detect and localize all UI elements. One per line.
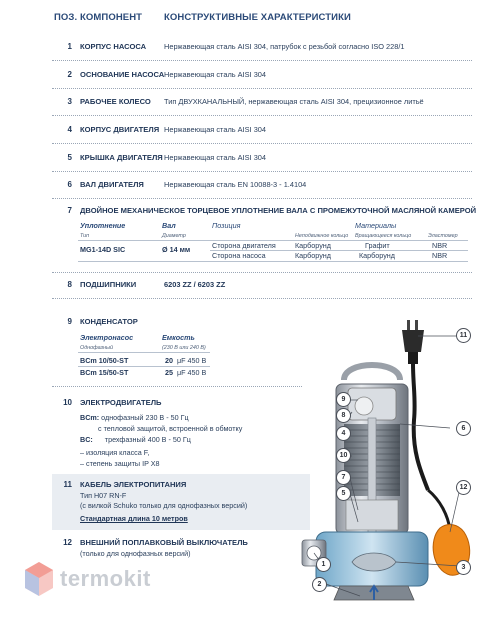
row-number: 2 — [67, 70, 72, 79]
callout-7: 7 — [336, 470, 351, 485]
row-description: Нержавеющая сталь AISI 304 — [164, 70, 267, 79]
callout-4: 4 — [336, 426, 351, 441]
motor-bc — [80, 435, 191, 444]
row-description: Тип ДВУХКАНАЛЬНЫЙ, нержавеющая сталь AISI 304, прецизионное литьё — [164, 97, 424, 106]
seal-rotating-ring: Карборунд — [359, 251, 395, 260]
motor-bcm-text: однофазный 230 В - 50 Гц — [101, 413, 189, 422]
spec-row-6 — [0, 180, 504, 198]
row-component: КАБЕЛЬ ЭЛЕКТРОПИТАНИЯ — [80, 480, 187, 489]
cap-col-capacity: Емкость — [162, 333, 195, 342]
row-number: 10 — [63, 398, 72, 407]
seal-sub-elastomer: Эластомер — [428, 233, 458, 239]
seal-sub-diameter: Диаметр — [162, 233, 186, 239]
plug-icon — [402, 320, 424, 364]
cap-model: BCm 10/50-ST — [80, 356, 129, 365]
seal-col-position: Позиция — [212, 221, 241, 230]
header-position: ПОЗ. — [54, 12, 78, 23]
seal-elastomer: NBR — [432, 251, 448, 260]
header-characteristics: КОНСТРУКТИВНЫЕ ХАРАКТЕРИСТИКИ — [164, 12, 351, 23]
row-component: ПОДШИПНИКИ — [80, 280, 137, 289]
row-number: 1 — [67, 42, 72, 51]
row-divider — [52, 171, 472, 172]
row-divider — [52, 198, 472, 199]
callout-12: 12 — [456, 480, 471, 495]
cap-row-line — [78, 366, 210, 367]
cap-header-line — [78, 352, 210, 353]
motor-bc-label: BC: — [80, 435, 93, 444]
float-note: (только для однофазных версий) — [80, 549, 191, 558]
motor-bcm-text2: с тепловой защитой, встроенной в обмотку — [98, 424, 243, 433]
cap-value: 20 — [165, 356, 173, 365]
row-number: 12 — [63, 538, 72, 547]
seal-fixed-ring: Карборунд — [295, 241, 331, 250]
spec-row-8 — [0, 280, 504, 298]
seal-position: Сторона насоса — [212, 251, 266, 260]
seal-rotating-ring: Графит — [365, 241, 390, 250]
row-component: ЭЛЕКТРОДВИГАТЕЛЬ — [80, 398, 162, 407]
float-cable — [428, 490, 450, 530]
row-divider — [52, 88, 472, 89]
callout-1: 1 — [316, 557, 331, 572]
row-component: КОНДЕНСАТОР — [80, 317, 138, 326]
row-divider — [52, 115, 472, 116]
seal-elastomer: NBR — [432, 241, 448, 250]
seal-diameter: Ø 14 мм — [162, 245, 191, 254]
cap-value: 25 — [165, 368, 173, 377]
row-component: ВНЕШНИЙ ПОПЛАВКОВЫЙ ВЫКЛЮЧАТЕЛЬ — [80, 538, 248, 547]
brand-hexagon-icon — [22, 560, 56, 600]
seal-col-shaft: Вал — [162, 221, 176, 230]
cable-plug: (с вилкой Schuko только для однофазных версий) — [80, 501, 248, 510]
row-component: КРЫШКА ДВИГАТЕЛЯ — [80, 153, 163, 162]
motor-bcm — [80, 413, 189, 422]
seal-fixed-ring: Карборунд — [295, 251, 331, 260]
power-cable — [413, 364, 428, 490]
row-number: 5 — [67, 153, 72, 162]
cap-col-model: Электронасос — [80, 333, 134, 342]
row-number: 7 — [67, 206, 72, 215]
pump-handle — [344, 365, 400, 380]
row-divider — [52, 60, 472, 61]
row-number: 9 — [67, 317, 72, 326]
row-component: ОСНОВАНИЕ НАСОСА — [80, 70, 165, 79]
cable-type: Тип H07 RN-F — [80, 491, 127, 500]
cable-length: Стандартная длина 10 метров — [80, 514, 188, 523]
seal-sub-fixed: Неподвижное кольцо — [295, 233, 349, 239]
motor-bcm-label: BCm: — [80, 413, 100, 422]
brand-name: termokit — [60, 566, 151, 591]
row-description: Нержавеющая сталь AISI 304 — [164, 153, 267, 162]
callout-3: 3 — [456, 560, 471, 575]
callout-10: 10 — [336, 448, 351, 463]
seal-bottom-line — [78, 261, 468, 262]
impeller — [352, 553, 396, 571]
spec-row-1 — [0, 42, 504, 60]
seal-col-seal: Уплотнение — [80, 221, 126, 230]
row-divider — [52, 298, 472, 299]
row-component: РАБОЧЕЕ КОЛЕСО — [80, 97, 151, 106]
row-number: 8 — [67, 280, 72, 289]
callout-9: 9 — [336, 392, 351, 407]
seal-title: ДВОЙНОЕ МЕХАНИЧЕСКОЕ ТОРЦЕВОЕ УПЛОТНЕНИЕ ВАЛА С ПРОМЕЖУТОЧНОЙ МАСЛЯНОЙ КАМЕРОЙ — [80, 206, 477, 215]
seal-sub-rotating: Вращающееся кольцо — [355, 233, 412, 239]
row-component: ВАЛ ДВИГАТЕЛЯ — [80, 180, 144, 189]
callout-8: 8 — [336, 408, 351, 423]
cap-unit: μF 450 В — [177, 368, 207, 377]
spec-row-3 — [0, 97, 504, 115]
row-description: Нержавеющая сталь AISI 304 — [164, 125, 267, 134]
row-divider — [52, 272, 472, 273]
cap-sub-voltage: (230 В или 240 В) — [162, 345, 206, 351]
seal-chamber — [346, 500, 398, 530]
cap-unit: μF 450 В — [177, 356, 207, 365]
row-component: КОРПУС ДВИГАТЕЛЯ — [80, 125, 160, 134]
row-component: КОРПУС НАСОСА — [80, 42, 147, 51]
row-description: 6203 ZZ / 6203 ZZ — [164, 280, 226, 289]
seal-col-materials: Материалы — [355, 221, 397, 230]
callout-6: 6 — [456, 421, 471, 436]
row-description: Нержавеющая сталь AISI 304, патрубок с резьбой согласно ISO 228/1 — [164, 42, 405, 51]
callout-11: 11 — [456, 328, 471, 343]
row-number: 11 — [63, 480, 72, 489]
spec-row-4 — [0, 125, 504, 143]
motor-insulation: – изоляция класса F, — [80, 448, 150, 457]
motor-protection: – степень защиты IP X8 — [80, 459, 160, 468]
spec-row-5 — [0, 153, 504, 171]
spec-row-2 — [0, 70, 504, 88]
seal-sub-type: Тип — [80, 233, 90, 239]
motor-bc-text: трехфазный 400 В - 50 Гц — [104, 435, 191, 444]
row-number: 3 — [67, 97, 72, 106]
seal-position: Сторона двигателя — [212, 241, 276, 250]
brand-logo — [22, 560, 192, 600]
row-number: 4 — [67, 125, 72, 134]
header-component: КОМПОНЕНТ — [80, 12, 143, 23]
cap-sub-single: Однофазный — [80, 345, 113, 351]
callout-2: 2 — [312, 577, 327, 592]
row-number: 6 — [67, 180, 72, 189]
cap-model: BCm 15/50-ST — [80, 368, 129, 377]
row-divider — [52, 386, 302, 387]
callout-5: 5 — [336, 486, 351, 501]
seal-model: MG1-14D SIC — [80, 245, 126, 254]
row-divider — [52, 143, 472, 144]
row-description: Нержавеющая сталь EN 10088-3 - 1.4104 — [164, 180, 307, 189]
